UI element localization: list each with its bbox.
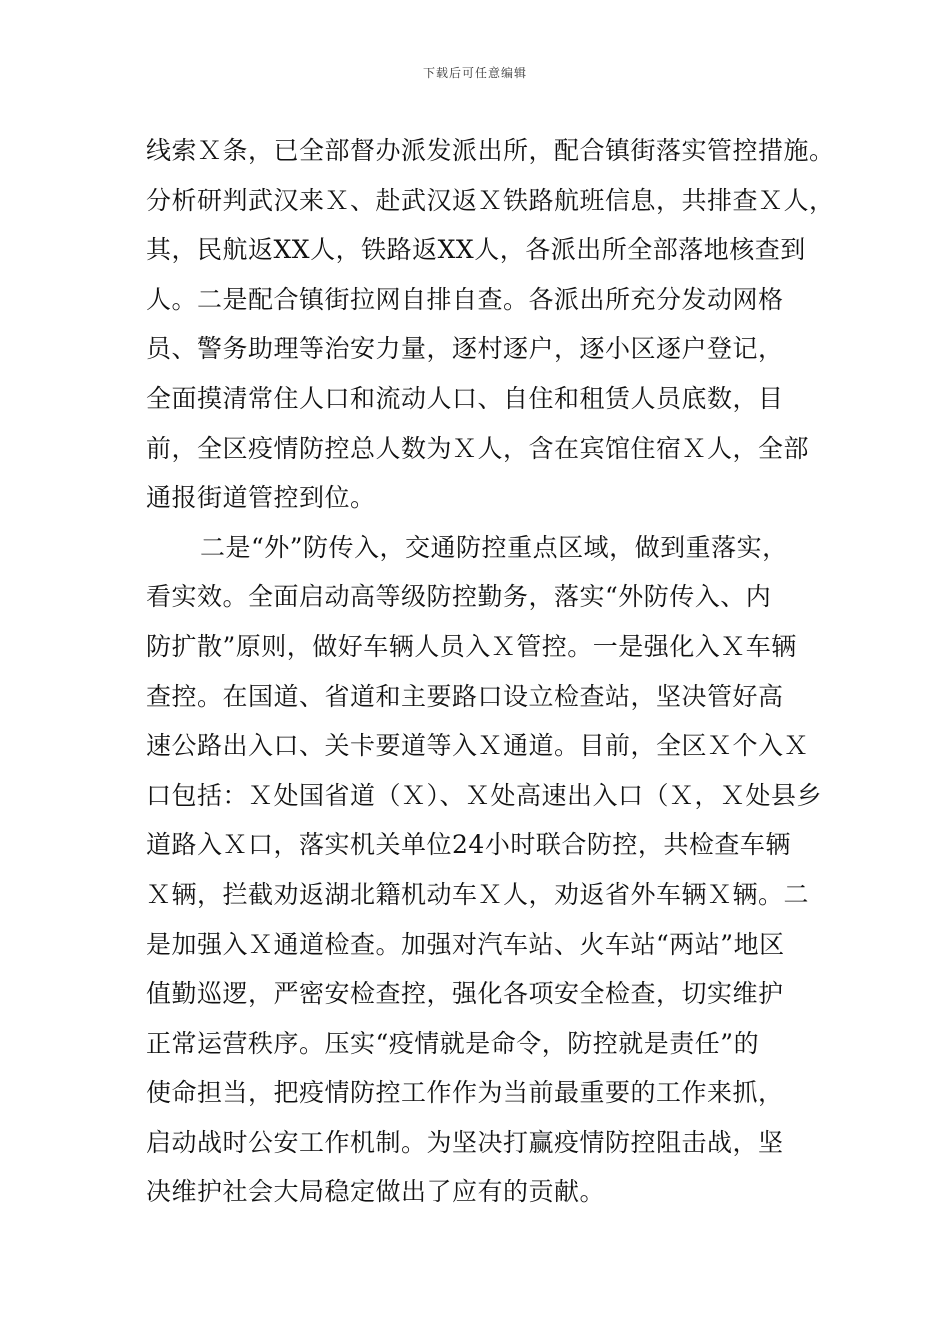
text-line: 查控。在国道、省道和主要路口设立检查站，坚决管好高 xyxy=(146,681,784,711)
text-line: 口包括：Ｘ处国省道（Ｘ）、Ｘ处高速出入口（Ｘ，Ｘ处县乡 xyxy=(146,780,823,810)
paragraph-2 xyxy=(146,523,846,1217)
text-line: 道路入Ｘ口，落实机关单位24小时联合防控，共检查车辆 xyxy=(146,830,791,860)
paragraph-1 xyxy=(146,126,846,523)
text-line: 防扩散”原则，做好车辆人员入Ｘ管控。一是强化入Ｘ车辆 xyxy=(146,631,797,661)
text-line: 使命担当，把疫情防控工作作为当前最重要的工作来抓， xyxy=(146,1078,784,1108)
text-line: 速公路出入口、关卡要道等入Ｘ通道。目前，全区Ｘ个入Ｘ xyxy=(146,731,810,761)
text-line: 正常运营秩序。压实“疫情就是命令，防控就是责任”的 xyxy=(146,1028,760,1058)
text-line: 其，民航返XX人，铁路返XX人，各派出所全部落地核查到 xyxy=(146,235,806,265)
text-line: 是加强入Ｘ通道检查。加强对汽车站、火车站“两站”地区 xyxy=(146,929,785,959)
text-line: 通报街道管控到位。 xyxy=(146,483,376,513)
text-line: 员、警务助理等治安力量，逐村逐户，逐小区逐户登记， xyxy=(146,334,784,364)
page-header: 下载后可任意编辑 xyxy=(422,66,527,80)
text-line: 线索Ｘ条，已全部督办派发派出所，配合镇街落实管控措施。 xyxy=(146,136,835,165)
text-line: Ｘ辆，拦截劝返湖北籍机动车Ｘ人，劝返省外车辆Ｘ辆。二 xyxy=(146,879,810,909)
text-line: 人。二是配合镇街拉网自排自查。各派出所充分发动网格 xyxy=(146,284,784,314)
text-line: 决维护社会大局稳定做出了应有的贡献。 xyxy=(146,1177,606,1207)
text-line: 全面摸清常住人口和流动人口、自住和租赁人员底数，目 xyxy=(146,383,784,413)
text-line: 分析研判武汉来Ｘ、赴武汉返Ｘ铁路航班信息，共排查Ｘ人， xyxy=(146,185,835,215)
text-line: 前，全区疫情防控总人数为Ｘ人，含在宾馆住宿Ｘ人，全部 xyxy=(146,433,810,463)
text-line: 看实效。全面启动高等级防控勤务，落实“外防传入、内 xyxy=(146,582,772,612)
text-line: 值勤巡逻，严密安检查控，强化各项安全检查，切实维护 xyxy=(146,979,784,1009)
text-line: 启动战时公安工作机制。为坚决打赢疫情防控阻击战，坚 xyxy=(146,1127,784,1157)
document-body xyxy=(146,126,846,1217)
text-line: 二是“外”防传入，交通防控重点区域，做到重落实， xyxy=(200,532,788,562)
